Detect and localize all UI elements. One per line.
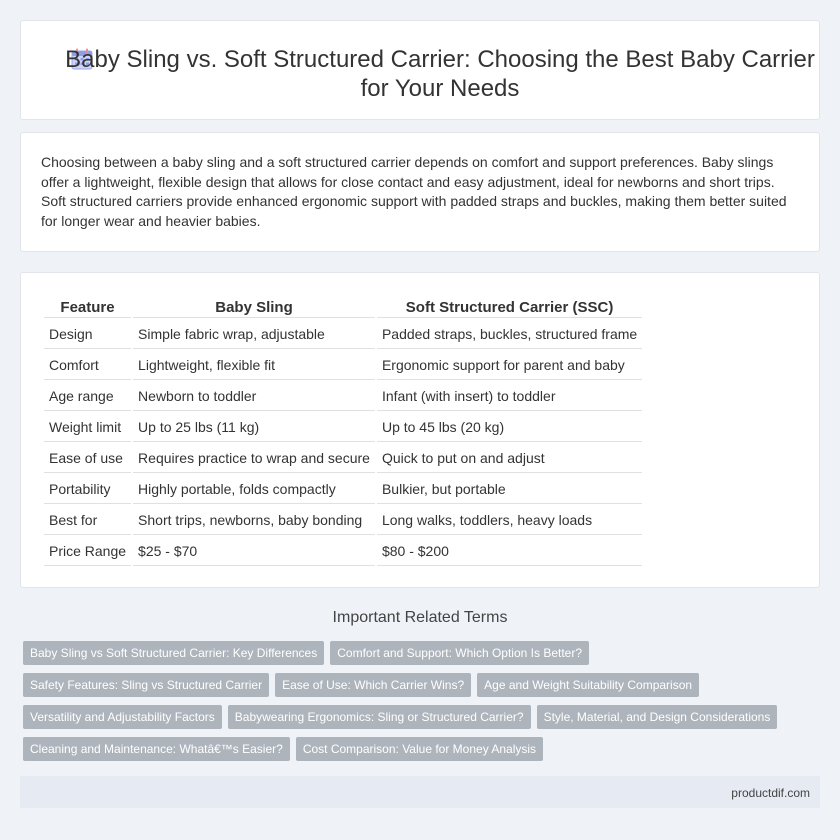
table-cell-baby-sling: Lightweight, flexible fit — [133, 351, 375, 380]
related-terms-heading: Important Related Terms — [332, 609, 508, 626]
table-cell-ssc: Infant (with insert) to toddler — [377, 382, 642, 411]
column-header-baby-sling: Baby Sling — [133, 295, 375, 318]
comparison-table-card — [20, 272, 820, 588]
table-row — [44, 320, 642, 349]
intro-paragraph: Choosing between a baby sling and a soft structured carrier depends on comfort and support preferences. Baby slings offer a lightweight, flexible design that allows for close contact and easy adjustment, ideal for newborns and short trips. Soft structured carriers provide enhanced ergonomic support with padded straps and buckles, making them better suited for longer wear and heavier babies. — [41, 154, 787, 229]
table-row — [44, 537, 642, 566]
table-cell-ssc: Ergonomic support for parent and baby — [377, 351, 642, 380]
column-header-ssc: Soft Structured Carrier (SSC) — [377, 295, 642, 318]
table-cell-ssc: Quick to put on and adjust — [377, 444, 642, 473]
table-cell-feature: Price Range — [44, 537, 131, 566]
tag-row — [23, 641, 783, 673]
table-cell-baby-sling: Highly portable, folds compactly — [133, 475, 375, 504]
table-cell-ssc: Padded straps, buckles, structured frame — [377, 320, 642, 349]
tag-row — [23, 737, 783, 769]
table-cell-feature: Ease of use — [44, 444, 131, 473]
related-term-tag[interactable]: Safety Features: Sling vs Structured Carrier — [23, 673, 269, 697]
header-card — [20, 20, 820, 120]
related-term-tag[interactable]: Cleaning and Maintenance: Whatâ€™s Easier? — [23, 737, 290, 761]
table-cell-ssc: Bulkier, but portable — [377, 475, 642, 504]
table-row — [44, 475, 642, 504]
table-cell-feature: Design — [44, 320, 131, 349]
tag-row — [23, 673, 783, 705]
intro-card — [20, 132, 820, 252]
table-cell-ssc: Up to 45 lbs (20 kg) — [377, 413, 642, 442]
table-cell-feature: Portability — [44, 475, 131, 504]
table-cell-ssc: $80 - $200 — [377, 537, 642, 566]
table-cell-ssc: Long walks, toddlers, heavy loads — [377, 506, 642, 535]
table-row — [44, 444, 642, 473]
related-term-tag[interactable]: Versatility and Adjustability Factors — [23, 705, 222, 729]
table-cell-feature: Age range — [44, 382, 131, 411]
table-cell-baby-sling: Short trips, newborns, baby bonding — [133, 506, 375, 535]
table-header-row — [44, 295, 642, 318]
page-title: Baby Sling vs. Soft Structured Carrier: Choosing the Best Baby Carrier for Your Needs — [65, 46, 815, 102]
table-cell-feature: Comfort — [44, 351, 131, 380]
related-term-tag[interactable]: Baby Sling vs Soft Structured Carrier: Key Differences — [23, 641, 324, 665]
table-cell-baby-sling: Newborn to toddler — [133, 382, 375, 411]
table-cell-baby-sling: $25 - $70 — [133, 537, 375, 566]
related-term-tag[interactable]: Ease of Use: Which Carrier Wins? — [275, 673, 471, 697]
comparison-table — [42, 293, 644, 568]
table-row — [44, 382, 642, 411]
table-cell-feature: Best for — [44, 506, 131, 535]
related-term-tag[interactable]: Style, Material, and Design Considerations — [537, 705, 778, 729]
footer-bar — [20, 776, 820, 808]
related-term-tag[interactable]: Age and Weight Suitability Comparison — [477, 673, 699, 697]
related-term-tag[interactable]: Comfort and Support: Which Option Is Better? — [330, 641, 589, 665]
table-cell-feature: Weight limit — [44, 413, 131, 442]
table-cell-baby-sling: Up to 25 lbs (11 kg) — [133, 413, 375, 442]
table-row — [44, 506, 642, 535]
related-terms-tags — [23, 641, 783, 769]
table-cell-baby-sling: Simple fabric wrap, adjustable — [133, 320, 375, 349]
tag-row — [23, 705, 783, 737]
table-row — [44, 413, 642, 442]
table-cell-baby-sling: Requires practice to wrap and secure — [133, 444, 375, 473]
related-term-tag[interactable]: Babywearing Ergonomics: Sling or Structured Carrier? — [228, 705, 531, 729]
related-term-tag[interactable]: Cost Comparison: Value for Money Analysis — [296, 737, 543, 761]
site-name-link[interactable]: productdif.com — [731, 786, 810, 800]
table-row — [44, 351, 642, 380]
column-header-feature: Feature — [44, 295, 131, 318]
